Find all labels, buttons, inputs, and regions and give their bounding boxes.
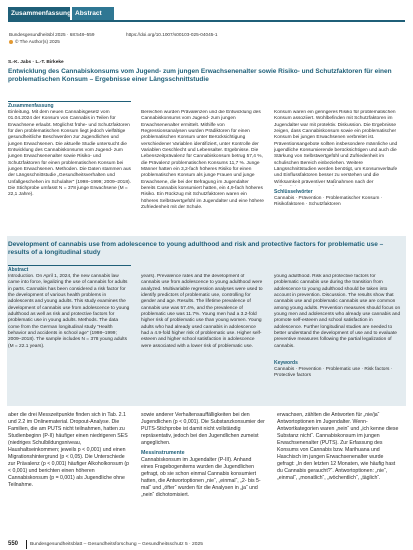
open-access-line — [9, 39, 60, 45]
english-keywords — [274, 360, 401, 390]
german-abstract-text-2: Bereichen wurden Prävalenzen und die Entwicklung des Cannabiskonsums vom Jugend- zum jungen Erwachsenenalter ermittelt. Mithilfe von Regressionsanalysen wurden Prädiktoren für einen problematischen Konsum unter Berücksichtigung verschiedener Variablen identifiziert, unter Kontrolle der Variablen Geschlecht und Lebensalter. Ergebnisse. Die Lebenszeitprävalenz für Cannabiskonsum betrug 57,4 %, die Prävalenz problematischen Konsums 11,7 %. Junge Männer hatten ein 3,2-fach höheres Risiko für einen problematischen Konsum als junge Frauen und junge Erwachsene, die bei der Befragung im Jugendalter bereits Cannabis konsumiert hatten, ein 4,9-fach höheres Risiko. Ein Rückzug mit Schutzfaktoren waren ein höheres Selbstwertgefühl im Jugendalter und eine höhere Zufriedenheit mit der Schule. — [141, 110, 264, 211]
body-col1 — [8, 412, 129, 534]
divider — [8, 101, 131, 102]
english-abstract-heading: Abstract — [8, 267, 29, 273]
body-text-3: erwachsen, zählten die Antworten für „nie/ja“ Antwortoptionen im Jugendalter. Wenn-Antwortkategorien waren „nein“ und „ich kenne diese Substanz nicht“. Cannabiskonsum im jungen Erwachsenenalter (PUTS). Zur Erfassung des Konsums von Cannabis bzw. Marihuana und Haschisch im jungen Erwachsenenalter wurde gefragt: „In den letzten 12 Monaten, wie häufig hast du Cannabis geraucht?“. Antwortoptionen: „nie“, „einmal“, „monatlich“, „wöchentlich“, „täglich“. — [277, 412, 399, 481]
section-heading-messinstrumente: Messinstrumente — [141, 450, 185, 456]
page-number: 550 — [8, 541, 19, 547]
german-abstract-col2 — [141, 110, 264, 233]
tab-zusammenfassung[interactable]: Zusammenfassung — [8, 7, 70, 20]
english-abstract-text-3: young adulthood. Risk and protective factors for problematic cannabis use during the transition from adolescence to young adulthood should be taken into account in prevention. Discussion. The results show that cannabis use and problematic cannabis use are common among young adults. Prevention measures should focus on young men and adolescents who already use cannabis and promote self-esteem and school satisfaction in adolescence. Further longitudinal studies are needed to better understand the development of use and to evaluate preventive measures following the partial legalization of cannabis. — [274, 274, 401, 349]
page-footer — [0, 539, 413, 550]
tab-abstract[interactable]: Abstract — [72, 7, 114, 20]
body-col2 — [141, 412, 265, 534]
german-abstract-text-3: Konsum waren ein geringeres Risiko für problematischen Konsum assoziiert. Wohlbefinden mit Schutzfaktoren im Jugendalter war mit protektiv. Diskussion. Die Ergebnisse zeigen, dass Cannabiskonsum sowie ein problematischer Konsum bei jungen Erwachsenen verbreitet ist. Präventionsangebote sollten insbesondere männliche und jugendliche Konsumierende berücksichtigen und auch die Stärkung von Selbstwertgefühl und Zufriedenheit im schulischen Bereich einbeziehen. Weitere Längsschnittstudien werden benötigt, um Konsumverläufe und Einflussfaktoren besser zu verstehen und die Wirksamkeit präventiver Maßnahmen nach der — [274, 110, 398, 185]
open-access-label: © The Author(s) 2025 — [15, 39, 60, 44]
german-abstract-col3 — [274, 110, 401, 186]
german-abstract-text-1: Einleitung. Mit dem neuen Cannabisgesetz vom 01.04.2024 der Konsum von Cannabis in Teilen für Erwachsene erlaubt. Möglichst frühe- und Schutzfaktoren für den problematischen Konsum liegt jedoch vielfältige gesundheitliche Beschwerden zur Jugendlichen und jungen Erwachsenen. Die aktuelle Studie untersucht die Entwicklung des Cannabiskonsums vom Jugend- zum jungen Erwachsenenalter sowie Risiko- und Schutzfaktoren für einen problematischen Konsum bei jungen Erwachsenen. Methoden. Die Daten stammen aus der Längsschnittstudie „Gesundheitsverhalten und Unfallgeschehen im Schulalter“ (1998–1999; 2009–2018). Die Stichprobe umfasst N = 378 junge Erwachsene (M = 22,1 Jahre). — [8, 110, 131, 198]
body-text-2: sowie anderer Verhaltensauffälligkeiten bei den Jugendlichen (p < 0,001). Die Substanzkonsumier der PUTS-Stichprobe ist damit nicht vollständig repräsentativ, jedoch bei den Jugendlichen zumeist angeglichen. — [141, 412, 265, 446]
german-abstract-col1 — [8, 103, 131, 233]
section-tabs — [8, 7, 405, 22]
citation: Bundesgesundheitsbl 2025 · 68:548–559 — [9, 32, 95, 37]
journal-name: Bundesgesundheitsblatt – Gesundheitsforschung – Gesundheitsschutz 5 · 2025 — [30, 542, 203, 547]
english-abstract-col3 — [274, 274, 401, 356]
open-access-icon — [9, 40, 13, 44]
english-keywords-heading: Keywords — [274, 360, 298, 366]
english-abstract-text-1: Introduction. On April 1, 2024, the new cannabis law came into force, legalizing the use of cannabis for adults in parts. Cannabis has been considered a risk factor for the development of various health problems in adolescents and young adults. This study examines the development of cannabis use from adolescence to young adulthood as well as risk and protective factors for problematic use in young adults. Methods. The data come from the German longitudinal study “Health behavior and accidents in school age” (1998–1999; 2009–2018). The sample includes N = 378 young adults (M = 22.1 years). — [8, 274, 130, 349]
english-title: Development of cannabis use from adolescence to young adulthood and risk and protective factors for problematic use – results of a longitudinal study — [8, 241, 384, 256]
body-col3 — [277, 412, 401, 534]
doi-link[interactable]: https://doi.org/10.1007/s00103-025-04045-1 — [126, 32, 218, 37]
english-abstract-text-2: years). Prevalence rates and the development of cannabis use from adolescence to young adulthood were analyzed. Multivariable regression analyses were used to identify predictors of problematic use, controlling for gender and age. Results. The lifetime prevalence of cannabis use was 57.4%, and the prevalence of problematic use was 11.7%. Young men had a 3.2-fold higher risk of problematic use than young women. Young adults who had already used cannabis in adolescence had a 4.9-fold higher risk of problematic use. Higher self-esteem and higher school satisfaction in adolescence were associated with a lower risk of problematic use. — [141, 274, 263, 349]
english-abstract-col1 — [8, 267, 131, 402]
english-abstract-col2 — [141, 274, 264, 402]
german-keywords-text: Cannabis · Prävention · Problematischer Konsum · Risikofaktoren · Schutzfaktoren — [274, 196, 383, 208]
footer-separator — [26, 540, 27, 549]
body-text-2b: Cannabiskonsum im Jugendalter (P-III). Anhand eines Fragebogenitems wurden die Jugendlichen gefragt, ob sie schon einmal Cannabis konsumiert hatten, die Antwortoptionen „nie“, „einmal“, „2- bis 5-mal“ und „öfter“ wurden für die Analysen in „ja“ und „nein“ dichotomisiert. — [141, 457, 261, 498]
german-abstract-heading: Zusammenfassung — [8, 103, 54, 109]
divider — [8, 265, 131, 266]
german-keywords-heading: Schlüsselwörter — [274, 189, 313, 195]
authors: S.-K. Jabs · L.-T. Birkeke — [8, 60, 64, 65]
german-title: Entwicklung des Cannabiskonsums vom Jugend- zum jungen Erwachsenenalter sowie Risiko- und Schutzfaktoren für einen problematischen Konsum – Ergebnisse einer Längsschnittstudie — [8, 68, 392, 83]
german-keywords — [274, 189, 401, 219]
body-text-1: aber die drei Messzeitpunkte finden sich in Tab. 2.1 und 2.2 im Onlinematerial. Dropout-Analyse. Die Familien, die am PUTS nicht teilnahmen, hatten zu Studienbeginn (P-II) häufiger einen niedrigeren SES (niedriges Schulbildungsniveau, Haushaltseinkommen; jeweils p < 0,001) und einen Migrationshintergrund (p < 0,05). Die Unterschiede zur Prävalenz (p < 0,001) häufiger Alkoholkonsum (p < 0,001) und berichten einen höheren Cannabiskonsum (p = 0,001) als Jugendliche ohne Teilnahme. — [8, 412, 129, 488]
english-keywords-text: Cannabis · Prevention · Problematic use · Risk factors · Protective factors — [274, 367, 393, 379]
